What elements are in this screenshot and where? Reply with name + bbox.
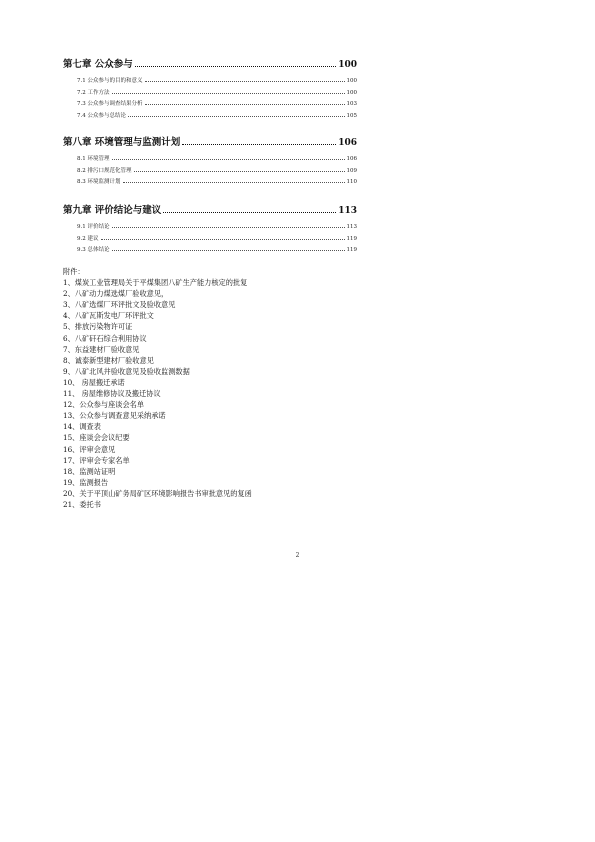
section-list [77, 222, 357, 257]
section-page-number: 119 [346, 247, 357, 254]
section-page-number: 109 [346, 167, 357, 174]
section-list [77, 76, 357, 123]
section-title: 8.1 环境管理 [77, 156, 110, 162]
dot-leader [112, 93, 345, 94]
toc-section-entry [77, 222, 357, 234]
dot-leader [145, 81, 345, 82]
attachment-item: 6、八矿矸石综合利用协议 [63, 333, 147, 343]
chapter-page-number: 113 [338, 206, 357, 216]
attachment-item: 10、 房屋搬迁承诺 [63, 377, 125, 387]
page-number: 2 [295, 552, 300, 559]
toc-section-entry [77, 177, 357, 189]
section-title: 7.3 公众参与调查结果分析 [77, 101, 143, 108]
dot-leader [112, 159, 345, 160]
attachment-item: 15、座谈会会议纪要 [63, 433, 130, 443]
chapter-heading [63, 134, 357, 146]
chapter-title: 第八章 环境管理与监测计划 [63, 137, 181, 148]
toc-section-entry [77, 76, 357, 88]
dot-leader [145, 104, 345, 105]
chapter-page-number: 106 [338, 138, 357, 148]
dot-leader [112, 250, 345, 251]
section-title: 9.1 评价结论 [77, 224, 110, 230]
attachment-item: 16、评审会意见 [63, 444, 116, 454]
section-title: 7.4 公众参与总结论 [77, 113, 126, 120]
attachment-item: 14、调查表 [63, 422, 101, 432]
chapter-heading [63, 56, 357, 68]
section-title: 7.1 公众参与的目的和意义 [77, 78, 143, 84]
dot-leader [101, 239, 345, 240]
attachment-item: 12、公众参与座谈会名单 [63, 400, 145, 410]
section-title: 7.2 工作方法 [77, 89, 110, 96]
dot-leader [163, 212, 336, 213]
section-page-number: 119 [346, 235, 357, 242]
section-page-number: 105 [346, 113, 357, 120]
dot-leader [128, 116, 345, 117]
attachment-item: 8、诚泰新型建材厂验收意见 [63, 355, 154, 365]
attachment-item: 5、排放污染物许可证 [63, 322, 133, 332]
toc-section-entry [77, 88, 357, 100]
section-page-number: 103 [346, 101, 357, 108]
attachments-list [63, 266, 393, 510]
toc-section-entry [77, 154, 357, 166]
section-page-number: 100 [346, 89, 357, 96]
attachment-item: 21、委托书 [63, 499, 101, 509]
attachment-item: 3、八矿选煤厂环评批文及验收意见 [63, 300, 176, 310]
dot-leader [112, 227, 345, 228]
attachment-item: 4、八矿瓦斯发电厂环评批文 [63, 311, 154, 321]
chapter-page-number: 100 [338, 60, 357, 70]
dot-leader [182, 144, 336, 145]
chapter-title: 第九章 评价结论与建议 [63, 205, 162, 216]
section-title: 9.3 总体结论 [77, 247, 110, 254]
toc-section-entry [77, 166, 357, 178]
section-title: 8.2 排污口规范化管理 [77, 167, 132, 174]
table-of-contents [63, 56, 357, 282]
attachment-item: 2、八矿动力煤选煤厂验收意见， [63, 289, 169, 299]
section-title: 9.2 建议 [77, 235, 99, 242]
attachment-item: 9、八矿北风井验收意见及验收监测数据 [63, 366, 190, 376]
section-page-number: 110 [346, 179, 357, 186]
attachment-item: 20、关于平顶山矿务局矿区环境影响报告书审批意见的复函 [63, 488, 252, 498]
dot-leader [134, 171, 345, 172]
attachment-item: 18、监测站证明 [63, 466, 116, 476]
attachments-heading: 附件： [63, 267, 85, 276]
chapter-title: 第七章 公众参与 [63, 59, 133, 70]
section-title: 8.3 环境监测计划 [77, 179, 121, 186]
attachment-item: 19、监测报告 [63, 477, 109, 487]
attachment-item: 7、东益建材厂验收意见 [63, 344, 140, 354]
dot-leader [123, 182, 345, 183]
attachment-item: 13、公众参与调查意见采纳承诺 [63, 411, 166, 421]
toc-section-entry [77, 111, 357, 123]
attachment-item: 17、评审会专家名单 [63, 455, 130, 465]
attachment-item: 11、 房屋维修协议及搬迁协议 [63, 389, 161, 399]
toc-section-entry [77, 245, 357, 257]
chapter-block [63, 56, 357, 134]
section-list [77, 154, 357, 189]
chapter-heading [63, 202, 357, 214]
toc-section-entry [77, 99, 357, 111]
chapter-block [63, 134, 357, 202]
toc-section-entry [77, 234, 357, 246]
section-page-number: 100 [346, 78, 357, 84]
section-page-number: 113 [346, 224, 357, 230]
section-page-number: 106 [346, 156, 357, 162]
dot-leader [135, 66, 336, 67]
attachment-item: 1、煤炭工业管理局关于平煤集团八矿生产能力核定的批复 [63, 278, 248, 288]
